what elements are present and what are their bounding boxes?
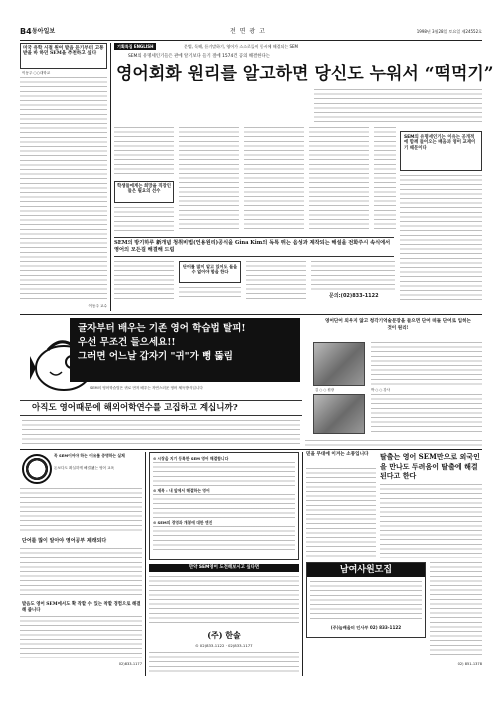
lower-right bbox=[306, 452, 482, 676]
ad-subhead: SEM의 유명세인기들은 관에 알기보다 들기 절에 1574건 공의 해결한다는 bbox=[128, 54, 270, 59]
lower-right-text-3 bbox=[430, 562, 482, 658]
lower-left-text-3 bbox=[20, 616, 142, 658]
lower-center bbox=[149, 452, 299, 676]
recruit-table-text bbox=[310, 581, 422, 621]
mid-section-rule bbox=[20, 449, 482, 450]
lower-right-text-2 bbox=[380, 484, 482, 558]
lower-left-phone: 02)833-1177 bbox=[118, 662, 142, 666]
lower-center-divider bbox=[302, 452, 303, 676]
issue-date: 1998년 3월28일 토요일 제24552호 bbox=[416, 29, 482, 34]
banner-subline: SEM의 영어학습법은 귀로 먼저 배우는 자연스러운 영어 체득방식입니다 bbox=[90, 386, 203, 390]
top-section-rule bbox=[20, 314, 482, 315]
mid-body-text bbox=[22, 420, 300, 444]
lower-center-footer-text bbox=[149, 652, 299, 672]
banner-line-3: 그러면 어느날 갑자기 "귀"가 뻥 뚫림 bbox=[78, 351, 233, 362]
lower-center-phones: ⊙ 02)833-1122 · 02)833-1177 bbox=[195, 643, 253, 648]
badge-sub: 돈보다도 확실하게 해결됐는 영어 교육 bbox=[54, 466, 115, 470]
lower-center-item-2-text bbox=[153, 494, 295, 518]
lower-right-head-b: 탈출는 영어 SEM만으로 외국인을 만나도 두려움이 탈출에 해결된다고 한다 bbox=[380, 452, 480, 480]
ad-col-2 bbox=[179, 127, 239, 233]
badge-text: 꼭 SEM이어야 하는 이유를 증명하는 실체 bbox=[54, 453, 125, 458]
ad-lower-col-1 bbox=[114, 261, 174, 301]
lower-center-box bbox=[149, 452, 299, 560]
lower-center-company: (주) 한솔 bbox=[207, 630, 241, 640]
ad-col-1b bbox=[114, 207, 174, 233]
left-footer-label: 이동주 교수 bbox=[88, 304, 107, 308]
mid-right-text bbox=[305, 440, 482, 446]
lower-center-notice: 만약 SEM영어 도전해보시고 싶다면 bbox=[149, 564, 299, 572]
ad-col-4 bbox=[309, 127, 369, 233]
lower-center-item-3: ⊙ SEM의 경영과 개봉에 대한 엔진 bbox=[153, 520, 213, 525]
lower-center-text bbox=[149, 576, 299, 626]
ad-lower-col-3 bbox=[246, 261, 306, 301]
lower-center-item-2: ⊙ 제목 : 내 앞에서 해결하는 영어 bbox=[153, 488, 210, 493]
ad-col-3 bbox=[244, 127, 304, 233]
ad-sidebar-title: SEM의 유명세인기는 이유는 공개적에 함께 들어오는 배움과 영어 교재이기 때문이다 bbox=[404, 135, 476, 151]
left-body-text bbox=[20, 77, 107, 302]
lower-center-item-3-text bbox=[153, 526, 295, 550]
top-ad bbox=[114, 43, 494, 313]
left-byline: 이동주 ○○대학교 bbox=[22, 71, 51, 75]
banner-line-2: 우선 무조건 들으세요!! bbox=[78, 337, 176, 348]
recruit-title: 남여사원모집 bbox=[307, 563, 425, 577]
ad-deck-text: SEM의 방기하루 新개념 청취비법(언용원리)공식을 Gina Kim의 독특 뛰는 음성과 제작되는 해설을 전화주시 속식에서 영어의 모든걸 해결해 드림 bbox=[114, 240, 391, 253]
lower-left-headline-1: 단어를 많이 알아야 영어공부 제래되다 bbox=[22, 538, 107, 544]
ad-col-1 bbox=[114, 127, 174, 177]
ad-col-5 bbox=[374, 127, 396, 233]
lower-center-item-1-text bbox=[153, 462, 295, 486]
portrait-photo-2 bbox=[313, 394, 365, 434]
left-column bbox=[20, 43, 107, 311]
page-code: B4 bbox=[20, 27, 32, 36]
right-panel-text-2 bbox=[371, 394, 482, 434]
ad-lower-col-2 bbox=[179, 287, 241, 301]
lower-right-bottom-phone: 02) 851-1378 bbox=[457, 662, 482, 666]
ad-tagline: 문법, 독해, 듣기말하기, 영어가 스스로들이 동시에 해결되는 SEM bbox=[184, 44, 298, 49]
lower-left-headline-2: 발음도 영어 SEM에서도 확 작할 수 있는 착할 경험으로 해결해 줍니다 bbox=[22, 602, 141, 613]
portrait-caption-1: 김 ○ ○ 원장 bbox=[315, 388, 334, 392]
right-panel-headline: 영어단어 외우지 않고 청각기억술문장을 들으면 단어 떠돌 단어로 입히는 것이 원리! bbox=[325, 319, 471, 331]
ad-deck bbox=[114, 237, 394, 257]
mid-banner bbox=[20, 400, 302, 416]
masthead-rule bbox=[20, 40, 482, 41]
ad-box-1-text: 학생들에게는 희망을 직장인들은 필요의 선수 bbox=[117, 184, 171, 195]
left-headline: 미국 유학 시절 원어 발음 듣기부터 고통받을 바 하던 SEM을 추천하고 싶다 bbox=[23, 46, 104, 57]
recruit-box bbox=[306, 562, 426, 638]
lower-left-text-2 bbox=[20, 548, 142, 596]
ad-intro-text bbox=[314, 89, 482, 123]
ad-category: 기획특집 ENGLISH bbox=[114, 43, 156, 50]
banner bbox=[30, 318, 300, 398]
lower-right-text-1 bbox=[306, 468, 376, 558]
ad-contact: 문의:(02)833-1122 bbox=[329, 293, 379, 299]
lower-left-text-1 bbox=[20, 488, 142, 534]
right-panel-text-1 bbox=[371, 342, 482, 386]
ad-lower-col-4 bbox=[311, 261, 395, 291]
ad-box-2-text: 단어를 많이 알고 있어도 들을 수 없어야 합을 한다 bbox=[182, 264, 238, 275]
ad-headline: 영어회화 원리를 알고하면 당신도 누워서 “떡먹기” bbox=[116, 64, 494, 84]
mid-banner-headline: 아직도 영어때문에 해외어학연수를 고집하고 계십니까? bbox=[32, 403, 238, 413]
badge-seal bbox=[22, 454, 52, 484]
ad-sidebar-box bbox=[400, 131, 482, 171]
lower-center-item-1: ⊙ 시장을 지기 등록한 SEM 영어 해결합니다 bbox=[153, 456, 229, 461]
recruit-contact: (주)늘배울터 인사부 02) 833-1122 bbox=[330, 625, 402, 630]
portrait-caption-2: 박 ○ ○ 강사 bbox=[371, 388, 390, 392]
masthead bbox=[20, 25, 482, 39]
left-column-divider bbox=[110, 43, 111, 311]
left-headline-box bbox=[20, 43, 107, 69]
right-panel bbox=[305, 318, 482, 438]
banner-line-1: 글자부터 배우는 기존 영어 학습법 탈피! bbox=[78, 323, 246, 334]
lower-left-divider bbox=[145, 452, 146, 676]
newspaper-name: 동아일보 bbox=[32, 28, 56, 35]
lower-left bbox=[20, 452, 142, 676]
ad-box-1 bbox=[114, 181, 174, 203]
portrait-photo-1 bbox=[313, 342, 365, 386]
ad-box-2 bbox=[179, 261, 241, 283]
ad-sidebar-text bbox=[400, 175, 482, 301]
lower-right-head-a: 믿을 무대에 이겨는 소통입니다 bbox=[306, 452, 369, 457]
banner-black-band bbox=[70, 318, 300, 382]
section-label: 전 면 광 고 bbox=[230, 28, 266, 35]
